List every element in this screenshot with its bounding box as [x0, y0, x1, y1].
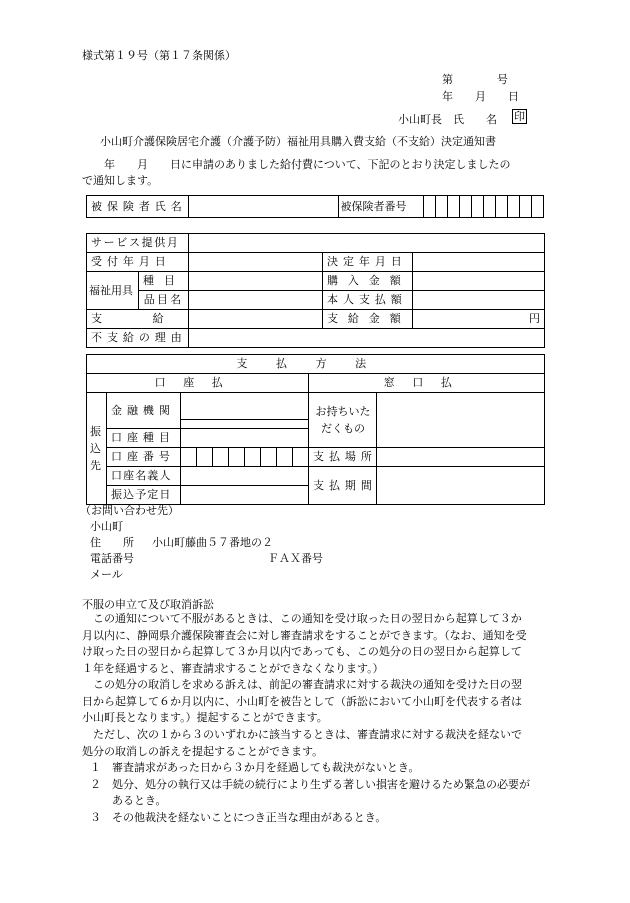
transfer-date-label: 振込予定日: [107, 486, 181, 505]
seal-mark: 印: [514, 110, 525, 123]
form-number: 様式第１９号（第１７条関係）: [82, 49, 236, 62]
account-number-digit: [197, 448, 213, 467]
appeal-item: ３ その他裁決を経ないことにつき正当な理由があるとき。: [90, 810, 387, 824]
pay-period-cell: [377, 467, 545, 505]
account-type-cell: [181, 429, 309, 448]
insured-number-digit: [447, 196, 459, 218]
insured-number-digit: [459, 196, 471, 218]
service-month-label: サービス提供月: [87, 234, 189, 253]
bring-items-label: [309, 393, 377, 448]
insured-number-digit: [531, 196, 543, 218]
insured-number-digit: [483, 196, 495, 218]
bank-label: 金融機関: [107, 393, 181, 429]
insured-number-digit: [471, 196, 483, 218]
bring-items-text: お持ちいただくもの: [315, 405, 371, 435]
insured-name-cell: [189, 196, 338, 218]
contact-fax-label: ＦＡＸ番号: [268, 552, 323, 565]
decision-date-label: 決定年月日: [323, 253, 413, 272]
account-type-label: 口座種目: [107, 429, 181, 448]
contact-mail-label: メール: [90, 568, 123, 581]
account-holder-cell: [181, 467, 309, 486]
transfer-destination-label: [87, 393, 107, 505]
payment-label: [87, 310, 215, 329]
type-cell: [189, 272, 323, 291]
account-payment-text: 口座払: [154, 376, 241, 389]
receipt-date-label: 受付年月日: [87, 253, 189, 272]
appeal-item: ２ 処分、処分の執行又は手続の続行により生ずる著しい損害を避けるため緊急の必要が: [90, 777, 530, 791]
contact-address: 小山町藤曲５７番地の２: [152, 536, 273, 549]
transfer-date-cell: [181, 486, 309, 505]
account-number-digit: [245, 448, 261, 467]
appeal-paragraph-2: [82, 677, 552, 727]
issue-date-label: 年 月 日: [442, 90, 519, 103]
insured-table: [86, 195, 544, 218]
contact-heading: （お問い合わせ先）: [80, 504, 179, 517]
contact-address-label: 住 所: [90, 536, 134, 549]
receipt-date-cell: [189, 253, 323, 272]
payment-text: 支給: [91, 312, 215, 325]
payment-method-table: [86, 354, 545, 505]
bank-cell: [181, 393, 309, 429]
account-number-digit: [293, 448, 309, 467]
equipment-label: 福祉用具: [87, 272, 139, 310]
appeal-p3-line: ただし、次の１から３のいずれかに該当するときは、審査請求に対する裁決を経ないで: [82, 728, 522, 741]
counter-payment-header: [309, 374, 545, 393]
decision-date-cell: [413, 253, 545, 272]
appeal-p2-line: この処分の取消しを求める訴えは、前記の審査請求に対する裁決の通知を受けた日の翌: [82, 678, 522, 691]
account-number-digit: [277, 448, 293, 467]
counter-payment-text: 窓口払: [383, 376, 470, 389]
insured-number-digit: [423, 196, 435, 218]
appeal-heading: 不服の申立て及び取消訴訟: [82, 598, 214, 611]
payment-amount-yen: 円: [413, 310, 545, 329]
insured-number-label: 被保険者番号: [338, 196, 423, 218]
payment-method-title-text: 支払方法: [236, 357, 395, 370]
appeal-paragraph-3: [82, 727, 552, 760]
type-label: 種目: [139, 272, 189, 291]
account-number-label: 口座番号: [107, 448, 181, 467]
pay-place-cell: [377, 448, 545, 467]
insured-number-digit: [435, 196, 447, 218]
contact-phone-label: 電話番号: [90, 552, 134, 565]
appeal-paragraph-1: [82, 611, 552, 677]
intro-line-1: 年 月 日に申請のありました給付費について、下記のとおり決定しましたの: [82, 158, 511, 171]
pay-period-label: 支払期間: [309, 467, 377, 505]
purchase-amount-cell: [413, 272, 545, 291]
appeal-item: １ 審査請求があった日から３か月を経過しても裁決がないとき。: [90, 761, 420, 774]
contact-org: 小山町: [90, 520, 123, 533]
document-number-label: 第 号: [442, 73, 508, 86]
bring-items-cell: [377, 393, 545, 448]
insured-number-digit: [495, 196, 507, 218]
reason-label: 不支給の理由: [87, 329, 189, 348]
self-pay-cell: [413, 291, 545, 310]
appeal-p1-line: け取った日の翌日から起算して３か月以内であっても、この処分の日の翌日から起算して: [82, 645, 522, 658]
account-payment-header: [87, 374, 309, 393]
account-number-digit: [213, 448, 229, 467]
appeal-item: あるとき。: [90, 794, 167, 807]
appeal-p1-line: この通知について不服があるときは、この通知を受け取った日の翌日から起算して３か: [82, 612, 522, 625]
insured-name-label: 被保険者氏名: [87, 196, 189, 218]
intro-line-2: で通知します。: [82, 174, 159, 187]
payment-amount-label: 支給金額: [323, 310, 413, 329]
payment-method-title: [87, 355, 545, 374]
details-table: [86, 233, 545, 348]
purchase-amount-label: 購入金額: [323, 272, 413, 291]
item-name-cell: [189, 291, 323, 310]
appeal-p2-line: 日から起算して６か月以内に、小山町を被告として（訴訟において小山町を代表する者は: [82, 694, 522, 708]
notice-title: 小山町介護保険居宅介護（介護予防）福祉用具購入費支給（不支給）決定通知書: [100, 135, 496, 148]
account-number-digit: [181, 448, 197, 467]
appeal-p3-line: 処分の取消しの訴えを提起することができます。: [82, 744, 324, 758]
issuer-name: 小山町長 氏 名: [398, 113, 497, 126]
appeal-p1-line: １年を経過すると、審査請求することができなくなります。）: [82, 661, 384, 675]
insured-number-digit: [519, 196, 531, 218]
pay-place-label: 支払場所: [309, 448, 377, 467]
account-holder-label: 口座名義人: [107, 467, 181, 486]
account-number-digit: [229, 448, 245, 467]
item-name-label: 品目名: [139, 291, 189, 310]
transfer-destination-text: 振込先: [90, 425, 101, 472]
service-month-cell: [189, 234, 545, 253]
appeal-p2-line: 小山町長となります。）提起することができます。: [82, 711, 328, 724]
reason-cell: [189, 329, 545, 348]
self-pay-label: 本人支払額: [323, 291, 413, 310]
appeal-items: [90, 760, 560, 826]
account-number-digit: [261, 448, 277, 467]
insured-number-digit: [507, 196, 519, 218]
appeal-p1-line: 月以内に、静岡県介護保険審査会に対し審査請求をすることができます。（なお、通知を受: [82, 628, 527, 642]
